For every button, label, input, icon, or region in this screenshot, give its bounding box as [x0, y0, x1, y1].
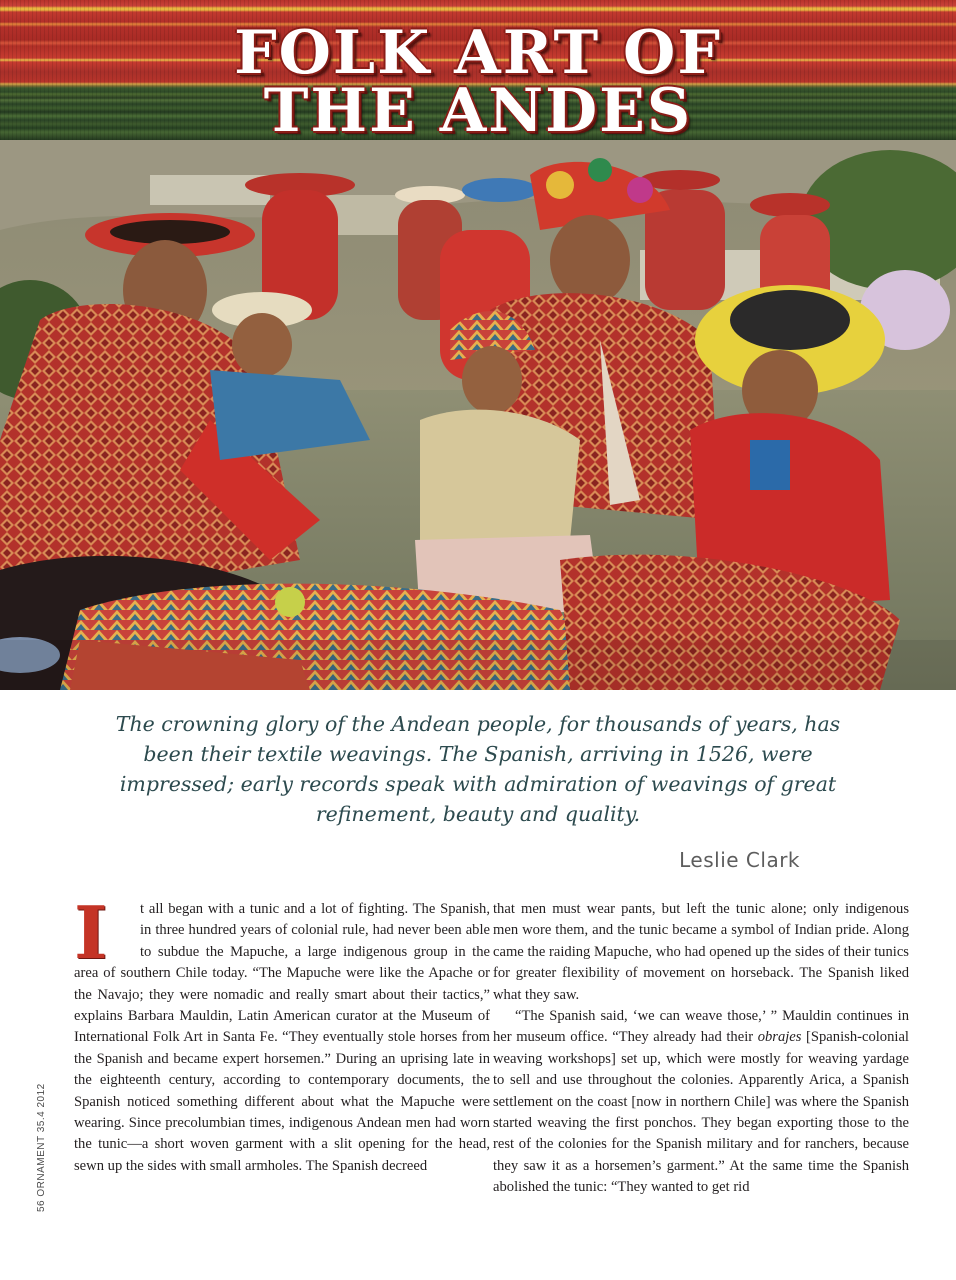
article-title	[0, 18, 956, 140]
paragraph: that men must wear pants, but left the tunic alone; only indigenous men wore them, and the tunic became a symbol of Indian pride. Along came the raiding Mapuche, who had opened up the sides of their tunics for greater flexibility of movement on horseback. The Spanish liked what they saw.	[493, 901, 909, 1003]
title-line-2: THE ANDES	[263, 76, 693, 140]
paragraph: t all began with a tunic and a lot of fighting. The Spanish, in three hundred years of colonial rule, had never been able to subdue the Mapuche, a large indigenous group in the area of southern Chile today. “The Mapuche were like the Apache or the Navajo; they were nomadic and really smart about their tactics,” explains Barbara Mauldin, Latin American curator at the Museum of International Folk Art in Santa Fe. “They eventually stole horses from the Spanish and became expert horsemen.” During an uprising late in the eighteenth century, according to contemporary documents, the Spanish noticed something different about what the Mapuche were wearing. Since precolumbian times, indigenous Andean men had worn the tunic—a short woven garment with a slit opening for the head, sewn up the sides with small armholes. The Spanish decreed	[74, 901, 490, 1174]
italic-term: obrajes	[757, 1029, 802, 1046]
woven-textile-banner	[0, 0, 956, 140]
drop-cap-letter: I	[74, 890, 108, 975]
hero-photo	[0, 140, 956, 690]
paragraph	[493, 1006, 909, 1199]
article-column-1	[74, 890, 490, 1177]
paragraph-text: “The Spanish said, ‘we can weave those,’ ” Mauldin continues in her museum office. “They already had their	[493, 1008, 909, 1046]
page-folio: 56 ORNAMENT 35.4 2012	[36, 1083, 47, 1212]
andean-women-weaving-photo	[0, 140, 956, 690]
title-line-1: FOLK ART OF	[234, 18, 722, 88]
author-byline: Leslie Clark	[679, 848, 800, 872]
article-column-2	[493, 899, 909, 1199]
paragraph-text: [Spanish-colonial weaving workshops] set up, which were mostly for weaving yardage to sell and use throughout the colonies. Apparently Arica, a Spanish settlement on the coast [now in northern Chile] was where the Spanish started weaving the first ponchos. They began exporting those to the rest of the colonies for the Spanish military and for ranchers, because they saw it as a horsemen’s garment.” At the same time the Spanish abolished the tunic: “They wanted to get rid	[493, 1029, 909, 1196]
article-deck: The crowning glory of the Andean people, for thousands of years, has been their textile weavings. The Spanish, arriving in 1526, were impressed; early records speak with admiration of weavings of great refinement, beauty and quality.	[115, 712, 841, 826]
drop-cap	[74, 890, 132, 975]
